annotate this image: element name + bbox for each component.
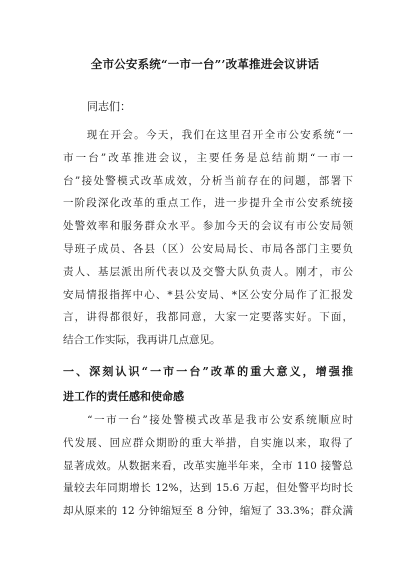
paragraph-line: 一阶段深化改革的重点工作，进一步提升全市公安系统接 (63, 197, 353, 210)
paragraph-line: 处警效率和服务群众水平。参加今天的会议有市公安局领 (63, 220, 353, 233)
paragraph-line: 显著成效。从数据来看，改革实施半年来，全市 110 接警总 (63, 459, 353, 472)
paragraph-line: 现在开会。今天，我们在这里召开全市公安系统“一 (63, 129, 353, 141)
paragraph-section-one (63, 415, 353, 529)
heading-line: 进工作的责任感和使命感 (63, 389, 184, 403)
document-title: 全市公安系统“一市一台”’改革推进会议讲话 (90, 57, 320, 71)
paragraph-line: 责人、基层派出所代表以及交警大队负责人。刚才，市公 (63, 265, 353, 278)
paragraph-line: 却从原来的 12 分钟缩短至 8 分钟，缩短了 33.3%；群众满 (63, 505, 353, 518)
paragraph-line: 结合工作实际，我再讲几点意见。 (63, 334, 221, 347)
paragraph-line: 代发展、回应群众期盼的重大举措，自实施以来，取得了 (63, 436, 353, 449)
paragraph-line: 市一台”改革推进会议，主要任务是总结前期“一市一 (63, 151, 353, 164)
paragraph-line: 台”接处警模式改革成效，分析当前存在的问题，部署下 (63, 174, 353, 187)
paragraph-line: “一市一台”接处警模式改革是我市公安系统顺应时 (63, 414, 353, 426)
section-heading (63, 363, 353, 412)
paragraph-line: 量较去年同期增长 12%，达到 15.6 万起，但处警平均时长 (63, 482, 353, 495)
paragraph-opening (63, 130, 353, 358)
paragraph-line: 导班子成员、各县（区）公安局局长、市局各部门主要负 (63, 242, 353, 255)
paragraph-line: 安局情报指挥中心、*县公安局、*区公安分局作了汇报发 (63, 288, 353, 301)
heading-line: 一、深刻认识“一市一台”改革的重大意义，增强推 (63, 365, 353, 378)
salutation: 同志们： (87, 100, 131, 113)
paragraph-line: 言，讲得都很好，我都同意，大家一定要落实好。下面， (63, 311, 353, 324)
